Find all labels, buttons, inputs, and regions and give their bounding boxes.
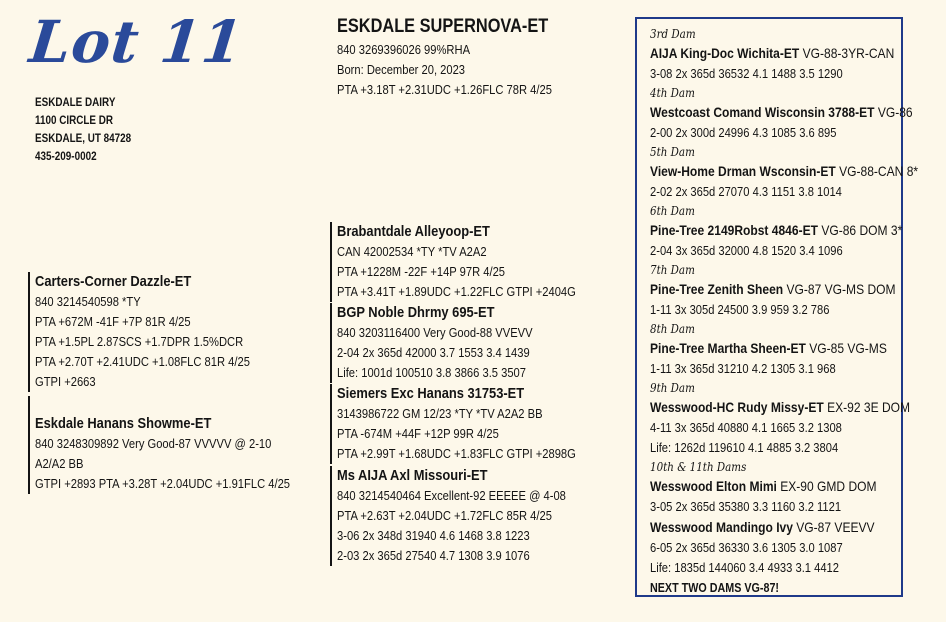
dam-sire-name: Siemers Exc Hanans 31753-ET [337,385,525,402]
ancestor-dam-name [650,102,918,123]
dam-line: 840 3248309892 Very Good-87 VVVVV @ 2-10 [35,436,272,451]
dam-name: Eskdale Hanans Showme-ET [35,415,212,432]
consignor-name: ESKDALE DAIRY [35,97,116,109]
sire-dam-block [330,303,564,383]
ancestor-dam-record: 2-00 2x 300d 24996 4.3 1085 3.6 895 [650,125,837,140]
ancestor-dam-classification: VG-88-CAN 8* [835,163,919,179]
ancestor-dam-name-text: Pine-Tree 2149Robst 4846-ET [650,222,818,238]
ancestor-dam-record: 3-05 2x 365d 35380 3.3 1160 3.2 1121 [650,499,842,514]
ancestor-dam-name-text: Pine-Tree Zenith Sheen [650,281,784,297]
dam-generation-label: 3rd Dam [650,27,696,41]
dam-dam-line: 840 3214540464 Excellent-92 EEEEE @ 4-08 [337,488,566,503]
sire-dam-name: BGP Noble Dhrmy 695-ET [337,304,495,321]
dam-line: A2/A2 BB [35,456,84,471]
dam-dam-name: Ms AIJA Axl Missouri-ET [337,467,488,484]
ancestor-dam-name [650,161,918,182]
ancestor-dam-record: 2-02 2x 365d 27070 4.3 1151 3.8 1014 [650,184,842,199]
sire-line: PTA +2.70T +2.41UDC +1.08FLC 81R 4/25 [35,354,250,369]
ancestor-dam-name-text: Wesswood Elton Mimi [650,478,777,494]
sire-line: GTPI +2663 [35,374,96,389]
sire-sire-block [330,222,615,302]
ancestor-dam-classification: VG-86 [874,104,913,120]
ancestor-dam-name-text: Pine-Tree Martha Sheen-ET [650,340,806,356]
dam-generation-label: 10th & 11th Dams [650,460,747,474]
sire-sire-line: CAN 42002534 *TY *TV A2A2 [337,244,487,259]
consignor-city: ESKDALE, UT 84728 [35,133,132,145]
sire-line: 840 3214540598 *TY [35,294,141,309]
dam-line: GTPI +2893 PTA +3.28T +2.04UDC +1.91FLC 4/25 [35,476,291,491]
sire-sire-line: PTA +3.41T +1.89UDC +1.22FLC GTPI +2404G [337,284,576,299]
ancestor-dam-record: Life: 1262d 119610 4.1 4885 3.2 3804 [650,440,839,455]
dam-dam-line: PTA +2.63T +2.04UDC +1.72FLC 85R 4/25 [337,508,552,523]
ancestor-dam-record: 3-08 2x 365d 36532 4.1 1488 3.5 1290 [650,66,843,81]
ancestor-dam-record: Life: 1835d 144060 3.4 4933 3.1 4412 [650,560,839,575]
ancestor-dam-record: 1-11 3x 305d 24500 3.9 959 3.2 786 [650,302,830,317]
consignor-address: 1100 CIRCLE DR [35,115,114,127]
dam-sire-block [330,384,615,464]
ancestor-dam-name-text: Wesswood-HC Rudy Missy-ET [650,399,824,415]
ancestor-dam-classification: EX-92 3E DOM [823,399,911,415]
ancestor-dam-record: 2-04 3x 365d 32000 4.8 1520 3.4 1096 [650,243,843,258]
sire-sire-line: PTA +1228M -22F +14P 97R 4/25 [337,264,506,279]
ancestor-dam-record: 4-11 3x 365d 40880 4.1 1665 3.2 1308 [650,420,842,435]
consignor-phone: 435-209-0002 [35,151,97,163]
sire-name: Carters-Corner Dazzle-ET [35,273,192,290]
ancestor-dam-record: 6-05 2x 365d 36330 3.6 1305 3.0 1087 [650,540,843,555]
ancestor-dam-name-text: View-Home Drman Wsconsin-ET [650,163,836,179]
dam-generation-label: 7th Dam [650,263,695,277]
dam-generation-label: 8th Dam [650,322,695,336]
ancestor-dam-classification: VG-88-3YR-CAN [799,45,895,61]
ancestor-dam-name [650,338,918,359]
ancestor-dam-classification: VG-87 VEEVV [792,519,875,535]
ancestor-dam-classification: EX-90 GMD DOM [776,478,877,494]
dam-sire-line: 3143986722 GM 12/23 *TY *TV A2A2 BB [337,406,543,421]
ancestor-dam-name [650,43,918,64]
dam-generation-label: 5th Dam [650,145,695,159]
ancestor-dam-name [650,397,918,418]
animal-header [337,14,587,100]
sire-dam-line: Life: 1001d 100510 3.8 3866 3.5 3507 [337,365,526,380]
dam-dam-block [330,466,603,566]
sire-dam-line: 2-04 2x 365d 42000 3.7 1553 3.4 1439 [337,345,530,360]
sire-line: PTA +672M -41F +7P 81R 4/25 [35,314,191,329]
dam-sire-line: PTA -674M +44F +12P 99R 4/25 [337,426,499,441]
ancestor-dam-name-text: Westcoast Comand Wisconsin 3788-ET [650,104,875,120]
ancestor-dam-classification: VG-85 VG-MS [805,340,887,356]
sire-dam-line: 840 3203116400 Very Good-88 VVEVV [337,325,533,340]
dam-sire-line: PTA +2.99T +1.68UDC +1.83FLC GTPI +2898G [337,446,576,461]
sire-line: PTA +1.5PL 2.87SCS +1.7DPR 1.5%DCR [35,334,244,349]
ancestor-dam-name [650,220,918,241]
dam-generation-label: 6th Dam [650,204,695,218]
ancestor-dam-name [650,476,918,497]
ancestor-dam-name-text: Wesswood Mandingo Ivy [650,519,793,535]
extended-dams-box [635,17,919,597]
ancestor-dam-classification: VG-87 VG-MS DOM [783,281,896,297]
animal-id: 840 3269396026 99%RHA [337,42,471,57]
dam-generation-label: 4th Dam [650,86,695,100]
lot-number-logo: Lot 11 [26,8,247,76]
animal-born: Born: December 20, 2023 [337,62,466,77]
ancestor-dam-name-text: AIJA King-Doc Wichita-ET [650,45,800,61]
dams-footer-note: NEXT TWO DAMS VG-87! [650,581,780,595]
ancestor-dam-name [650,517,918,538]
dam-dam-line: 2-03 2x 365d 27540 4.7 1308 3.9 1076 [337,548,530,563]
animal-pta: PTA +3.18T +2.31UDC +1.26FLC 78R 4/25 [337,82,552,97]
consignor-info [35,94,131,166]
ancestor-dam-name [650,279,918,300]
dam-dam-line: 3-06 2x 348d 31940 4.6 1468 3.8 1223 [337,528,530,543]
ancestor-dam-record: 1-11 3x 365d 31210 4.2 1305 3.1 968 [650,361,836,376]
dam-block [28,396,332,494]
animal-name: ESKDALE SUPERNOVA-ET [337,16,549,37]
dam-generation-label: 9th Dam [650,381,695,395]
sire-sire-name: Brabantdale Alleyoop-ET [337,223,490,240]
ancestor-dam-classification: VG-86 DOM 3* [817,222,903,238]
sire-block [28,272,285,392]
dams-list [650,25,946,598]
